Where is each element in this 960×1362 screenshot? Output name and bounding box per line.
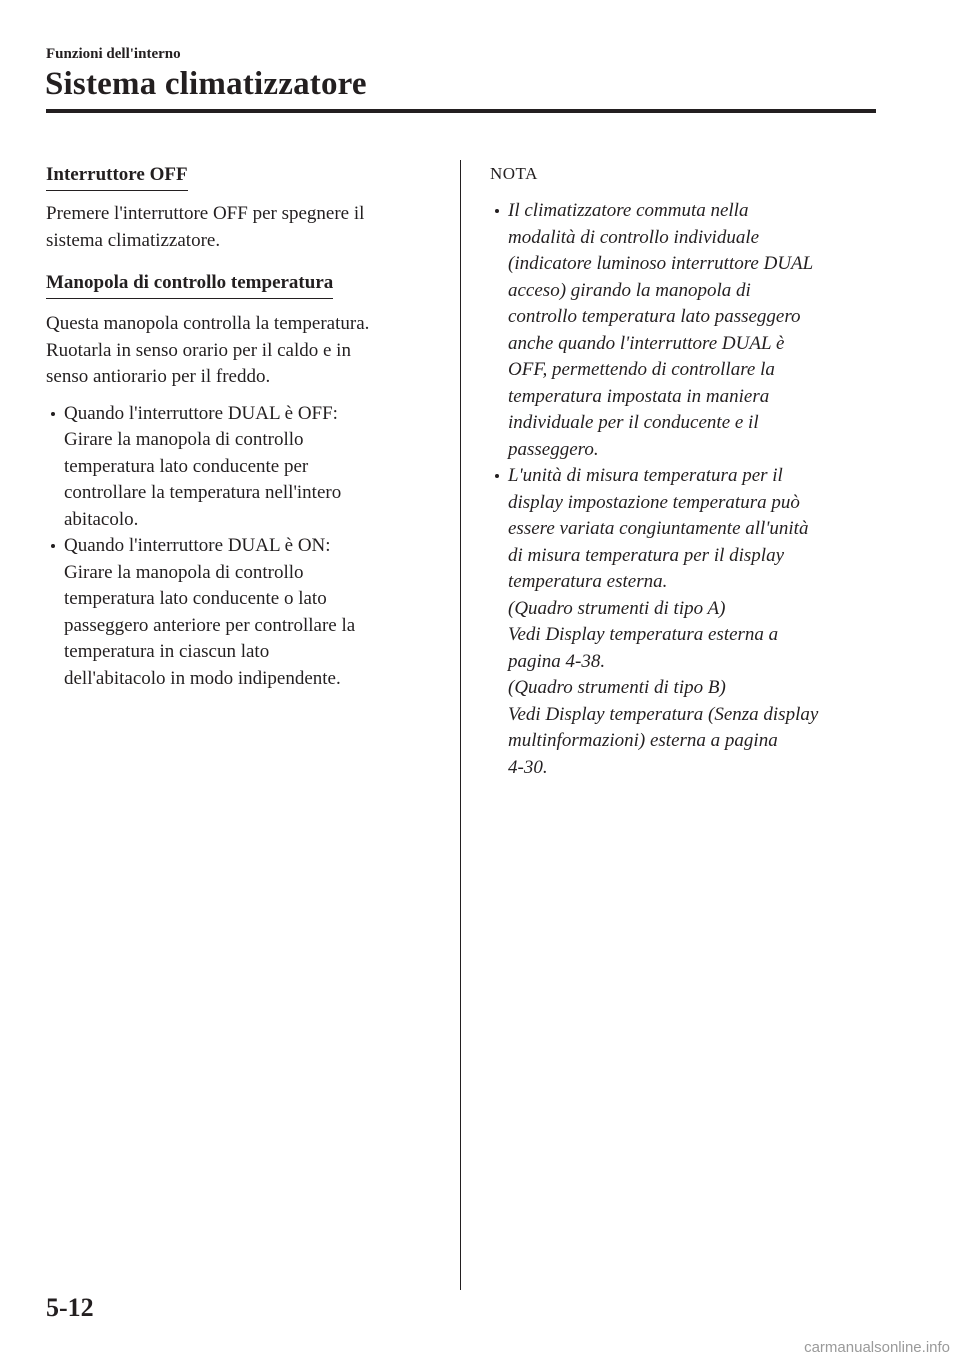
dual-switch-bullet-list [46,401,438,693]
text-line: senso antiorario per il freddo. [46,366,271,387]
temperature-dial-heading: Manopola di controllo temperatura [46,270,333,299]
text-line: Girare la manopola di controllo [64,561,304,583]
text-line: acceso) girando la manopola di [508,279,751,301]
bullet-dot-icon [51,412,55,416]
off-switch-heading: Interruttore OFF [46,162,188,191]
text-line: dell'abitacolo in modo indipendente. [64,667,341,689]
text-line: temperatura in ciascun lato [64,641,270,662]
text-line: essere variata congiuntamente all'unità [508,518,809,539]
text-line: passeggero. [508,438,599,460]
text-line: (Quadro strumenti di tipo B) [508,677,726,698]
text-line: Questa manopola controlla la temperatura. [46,313,370,334]
text-line: OFF, permettendo di controllare la [508,359,775,380]
list-item [46,533,438,692]
list-item [46,401,438,534]
page-number: 5-12 [46,1293,94,1322]
text-line: Vedi Display temperatura (Senza display [508,703,819,725]
temperature-dial-paragraph [46,311,438,391]
bullet-dot-icon [51,544,55,548]
text-line: passeggero anteriore per controllare la [64,614,356,636]
text-line: display impostazione temperatura può [508,491,800,513]
text-line: 4-30. [508,756,548,778]
text-line: L'unità di misura temperatura per il [508,465,783,486]
text-line: Ruotarla in senso orario per il caldo e in [46,339,351,361]
text-line: Vedi Display temperatura esterna a [508,624,779,645]
right-column [490,162,890,781]
temperature-dial-section [46,270,438,692]
text-line: Girare la manopola di controllo [64,429,304,450]
temperature-dial-heading-wrap [46,270,438,299]
text-line: anche quando l'interruttore DUAL è [508,332,785,354]
text-line: abitacolo. [64,508,139,530]
text-line: di misura temperatura per il display [508,544,785,566]
text-line: sistema climatizzatore. [46,229,221,251]
text-line: Il climatizzatore commuta nella [508,200,749,221]
text-line: individuale per il conducente e il [508,412,759,433]
list-item [490,198,890,463]
column-divider [460,160,461,1290]
text-line: temperatura lato conducente per [64,455,309,477]
list-item [490,463,890,781]
text-line: pagina 4-38. [508,650,606,672]
bullet-dot-icon [495,209,499,213]
text-line: multinformazioni) esterna a pagina [508,730,778,751]
note-box [490,162,890,781]
text-line: (indicatore luminoso interruttore DUAL [508,253,814,274]
text-line: modalità di controllo individuale [508,226,760,248]
off-switch-section [46,162,438,254]
text-line: Quando l'interruttore DUAL è OFF: [64,402,338,424]
text-line: (Quadro strumenti di tipo A) [508,597,726,619]
note-title: NOTA [490,164,538,183]
page-title: Sistema climatizzatore [45,66,367,102]
text-line: Quando l'interruttore DUAL è ON: [64,535,331,556]
text-line: Premere l'interruttore OFF per spegnere il [46,203,365,224]
section-label: Funzioni dell'interno [46,46,181,62]
text-line: temperatura lato conducente o lato [64,588,327,609]
text-line: temperatura esterna. [508,571,668,592]
text-line: temperatura impostata in maniera [508,385,770,407]
off-switch-heading-wrap [46,162,438,191]
text-line: controllare la temperatura nell'intero [64,482,342,503]
note-bullet-list [490,198,890,781]
title-rule [46,109,876,113]
off-switch-paragraph [46,201,438,254]
bullet-dot-icon [495,474,499,478]
left-column [46,162,438,692]
watermark: carmanualsonline.info [804,1339,950,1356]
text-line: controllo temperatura lato passeggero [508,306,801,327]
